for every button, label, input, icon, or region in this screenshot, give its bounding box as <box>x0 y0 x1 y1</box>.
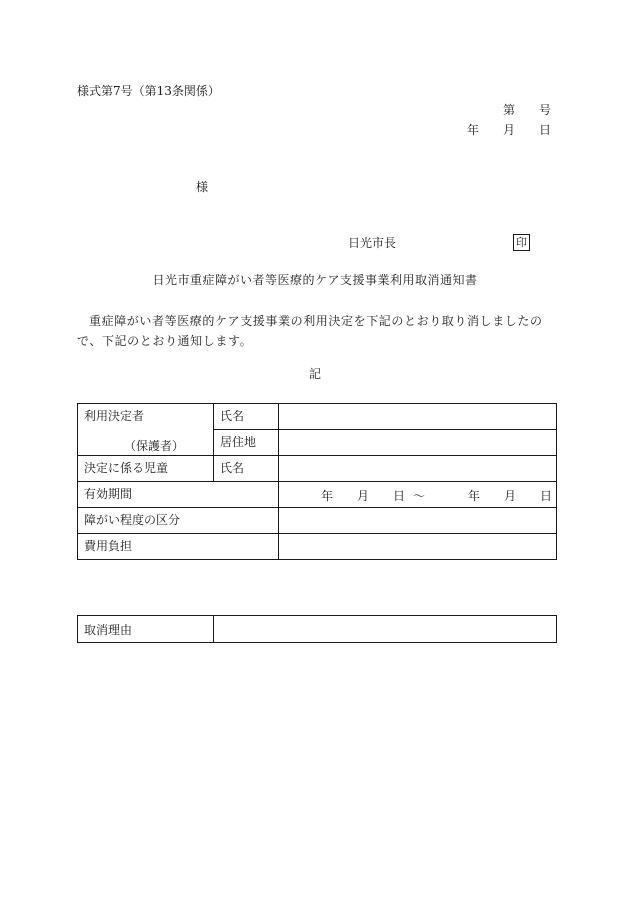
notice-body: 重症障がい者等医療的ケア支援事業の利用決定を下記のとおり取り消しましたので、下記のとおり通知します。 <box>77 314 543 348</box>
table-row <box>78 508 557 534</box>
period-month-end: 月 <box>504 489 517 503</box>
table-row <box>78 482 557 508</box>
child-label: 決定に係る児童 <box>78 456 214 482</box>
period-month-start: 月 <box>357 489 370 503</box>
applicant-label: 利用決定者 <box>84 409 145 423</box>
period-tilde: ～ <box>413 489 426 503</box>
reason-label: 取消理由 <box>78 616 214 643</box>
cancellation-reason-table <box>77 615 557 643</box>
cost-value <box>279 534 557 560</box>
period-value <box>279 482 557 508</box>
table-row <box>78 616 557 643</box>
table-row <box>78 534 557 560</box>
applicant-cell <box>78 404 214 456</box>
cost-label: 費用負担 <box>78 534 279 560</box>
document-title: 日光市重症障がい者等医療的ケア支援事業利用取消通知書 <box>152 273 478 287</box>
decision-info-table <box>77 403 557 560</box>
period-label: 有効期間 <box>78 482 279 508</box>
ki-heading: 記 <box>308 367 321 381</box>
applicant-address-value <box>279 430 557 456</box>
period-year-start: 年 <box>321 489 334 503</box>
disability-label: 障がい程度の区分 <box>78 508 279 534</box>
applicant-address-label: 居住地 <box>214 430 279 456</box>
doc-number-dai: 第 <box>503 103 516 117</box>
period-day-end: 日 <box>540 489 553 503</box>
form-number: 様式第7号（第13条関係） <box>77 84 220 98</box>
table-row <box>78 404 557 430</box>
guardian-label: （保護者） <box>124 439 185 453</box>
child-name-value <box>279 456 557 482</box>
doc-number-go: 号 <box>539 103 552 117</box>
date-month: 月 <box>503 123 516 137</box>
date-year: 年 <box>467 123 480 137</box>
period-day-start: 日 <box>393 489 406 503</box>
table-row <box>78 456 557 482</box>
applicant-name-value <box>279 404 557 430</box>
child-name-label: 氏名 <box>214 456 279 482</box>
reason-value <box>214 616 557 643</box>
seal-mark: 印 <box>513 234 530 251</box>
issuer-title: 日光市長 <box>348 236 397 250</box>
date-day: 日 <box>539 123 552 137</box>
applicant-name-label: 氏名 <box>214 404 279 430</box>
disability-value <box>279 508 557 534</box>
recipient-honorific: 様 <box>196 180 209 194</box>
period-year-end: 年 <box>468 489 481 503</box>
